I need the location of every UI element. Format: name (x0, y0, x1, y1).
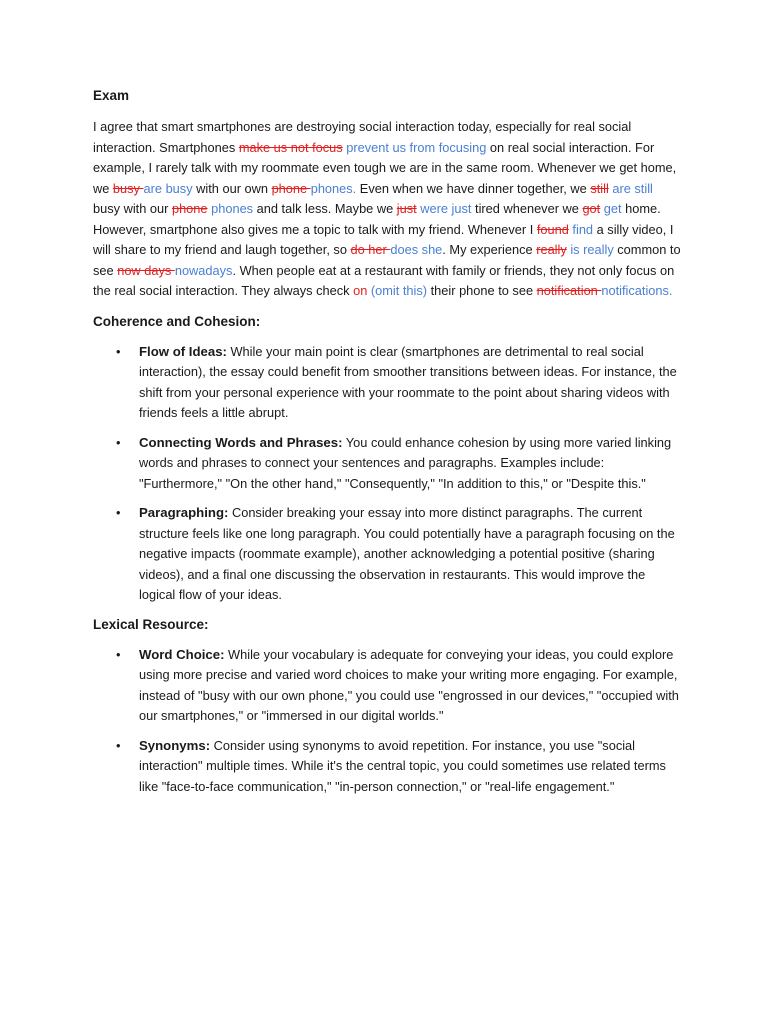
section-heading: Coherence and Cohesion: (93, 313, 261, 329)
inserted-text: is really (566, 242, 614, 257)
essay-text: a silly video, I will share to my friend and laugh together, so (93, 221, 674, 257)
inserted-text: (omit this) (367, 283, 428, 298)
inserted-text: are still (608, 180, 653, 196)
deleted-text: really (536, 242, 567, 257)
feedback-list (93, 342, 683, 606)
feedback-term: Flow of Ideas: (139, 343, 227, 359)
inserted-text: are busy (143, 180, 197, 196)
deleted-text: do her (350, 242, 391, 257)
feedback-item (139, 433, 683, 495)
feedback-item (139, 342, 683, 424)
section-heading: Lexical Resource: (93, 616, 209, 632)
essay-text: busy with our (93, 201, 172, 216)
feedback-text: While your main point is clear (smartphones are detrimental to real social interaction), the essay could benefit from smoother transitions between ideas. For instance, the shift from your personal experience with your roommate to the point about sharing videos with friends feels a little abrupt. (139, 343, 677, 420)
flagged-text: on (353, 283, 368, 298)
feedback-term: Word Choice: (139, 646, 225, 662)
document-title: Exam (93, 88, 130, 103)
inserted-text: get (600, 201, 622, 216)
deleted-text: phone (171, 201, 208, 216)
document-content (93, 86, 683, 806)
inserted-text: find (568, 221, 594, 237)
deleted-text: still (590, 180, 609, 196)
deleted-text: make us not focus (238, 139, 343, 155)
inserted-text: nowadays (174, 262, 233, 278)
essay-text: . My experience (442, 242, 537, 257)
essay-text: home. However, smartphone also gives me a topic to talk with my friend. Whenever I (93, 201, 661, 237)
essay-text: on real social interaction. For example, I rarely talk with my roommate even tough we are in the same room. Whenever we get home, we (93, 139, 677, 196)
feedback-text: Consider breaking your essay into more distinct paragraphs. The current structure feels like one long paragraph. You could potentially have a paragraph focusing on the negative impacts (roommate example), another acknowledging a potential positive (sharing videos), and a final one discussing the observation in restaurants. This would improve the logical flow of your ideas. (139, 505, 675, 602)
deleted-text: just (396, 201, 417, 216)
deleted-text: found (536, 221, 569, 237)
inserted-text: does she (390, 242, 443, 257)
feedback-sections (93, 312, 683, 798)
feedback-text: While your vocabulary is adequate for conveying your ideas, you could explore using more precise and varied word choices to make your writing more engaging. For example, instead of "busy with our own phone," you could use "engrossed in our devices," "occupied with our smartphones," or "immersed in our digital worlds." (139, 646, 679, 723)
essay-text: . When people eat at a restaurant with family or friends, they not only focus on the real social interaction. They always check (93, 262, 675, 298)
deleted-text: busy (112, 180, 144, 196)
feedback-text: You could enhance cohesion by using more varied linking words and phrases to connect your sentences and paragraphs. Examples include: "Furthermore," "On the other hand," "Consequently," "In addition to this," or "Despite this." (139, 434, 672, 491)
inserted-text: phones. (310, 180, 357, 196)
essay-text: their phone to see (427, 283, 537, 298)
feedback-item (139, 503, 683, 606)
deleted-text: got (582, 201, 601, 216)
feedback-term: Connecting Words and Phrases: (139, 434, 343, 450)
deleted-text: notification (536, 283, 602, 298)
feedback-list (93, 645, 683, 798)
essay-text: Even when we have dinner together, we (356, 180, 591, 196)
feedback-item (139, 736, 683, 798)
inserted-text: were just (416, 201, 472, 216)
deleted-text: now days (117, 262, 175, 278)
inserted-text: prevent us from focusing (342, 139, 487, 155)
essay-text: common to see (93, 242, 681, 278)
feedback-term: Synonyms: (139, 737, 211, 753)
essay-text: with our own (196, 180, 272, 196)
essay-text: I agree that smart smartphones are destroying social interaction today, especially for real social interaction. Smartphones (93, 119, 632, 155)
inserted-text: notifications. (601, 283, 673, 298)
feedback-text: Consider using synonyms to avoid repetition. For instance, you use "social interaction" multiple times. While it's the central topic, you could sometimes use related terms like "face-to-face communication," "in-person connection," or "real-life engagement." (139, 737, 666, 794)
essay-paragraph (93, 117, 683, 302)
feedback-term: Paragraphing: (139, 505, 229, 520)
inserted-text: phones (207, 201, 254, 216)
essay-text: and talk less. Maybe we (253, 201, 397, 216)
deleted-text: phone (271, 180, 311, 196)
feedback-item (139, 645, 683, 727)
essay-text: tired whenever we (471, 201, 583, 216)
